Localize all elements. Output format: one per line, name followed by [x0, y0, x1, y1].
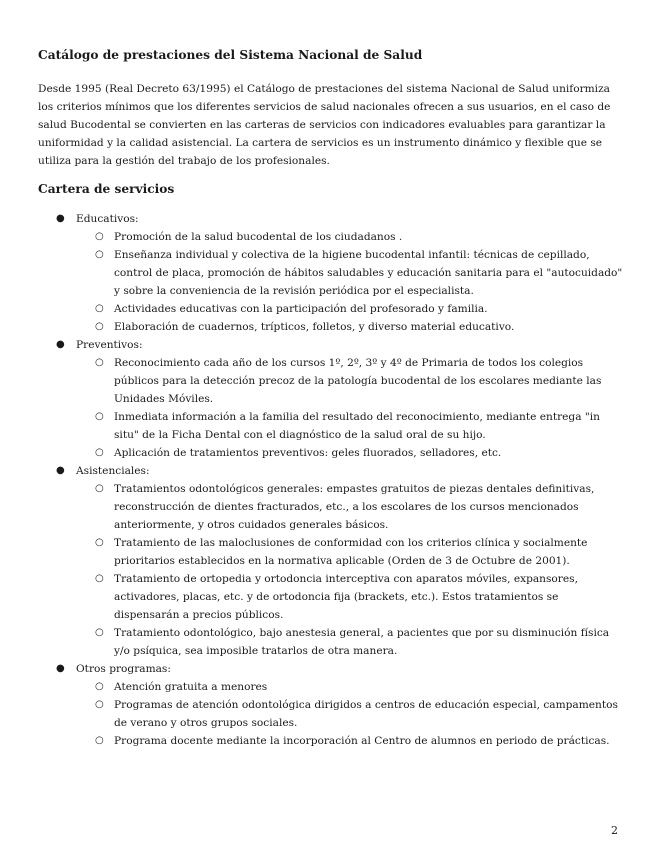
list-item-text: Elaboración de cuadernos, trípticos, folletos, y diverso material educativo. [114, 321, 515, 333]
list-item [76, 444, 623, 462]
category-label: Asistenciales: [76, 465, 150, 477]
bullet-circle-icon: ○ [95, 447, 104, 458]
categories-list [38, 210, 623, 750]
page-number: 2 [611, 824, 618, 837]
category-label: Otros programas: [76, 663, 171, 675]
subitems-list [76, 228, 623, 336]
bullet-circle-icon: ○ [95, 627, 104, 638]
list-item-text: Enseñanza individual y colectiva de la higiene bucodental infantil: técnicas de cepillado, control de placa, promoción de hábitos saludables y educación sanitaria para el "autocuidado" y sobre la conveniencia de la revisión periódica por el especialista. [114, 249, 623, 297]
category-item [38, 336, 623, 462]
subitems-list [76, 678, 623, 750]
document-content [38, 48, 623, 750]
list-item [76, 696, 623, 732]
list-item [76, 534, 623, 570]
bullet-circle-icon: ○ [95, 231, 104, 242]
section-heading: Cartera de servicios [38, 182, 175, 196]
bullet-disc-icon: ● [56, 213, 65, 224]
list-item [76, 408, 623, 444]
bullet-circle-icon: ○ [95, 483, 104, 494]
list-item [76, 732, 623, 750]
list-item-text: Inmediata información a la familia del resultado del reconocimiento, mediante entrega "in situ" de la Ficha Dental con el diagnóstico de la salud oral de su hijo. [114, 411, 600, 441]
bullet-circle-icon: ○ [95, 357, 104, 368]
list-item-text: Tratamiento de ortopedia y ortodoncia interceptiva con aparatos móviles, expansores, activadores, placas, etc. y de ortodoncia fija (brackets, etc.). Estos tratamientos se dispensarán a precios públicos. [114, 573, 578, 621]
bullet-disc-icon: ● [56, 663, 65, 674]
category-item [38, 462, 623, 660]
list-item [76, 678, 623, 696]
category-label: Educativos: [76, 213, 139, 225]
list-item [76, 354, 623, 408]
list-item [76, 228, 623, 246]
list-item [76, 300, 623, 318]
subitems-list [76, 480, 623, 660]
bullet-circle-icon: ○ [95, 573, 104, 584]
bullet-disc-icon: ● [56, 339, 65, 350]
list-item-text: Tratamiento de las maloclusiones de conformidad con los criterios clínica y socialmente prioritarios establecidos en la normativa aplicable (Orden de 3 de Octubre de 2001). [114, 537, 588, 567]
category-item [38, 210, 623, 336]
bullet-circle-icon: ○ [95, 249, 104, 260]
list-item-text: Reconocimiento cada año de los cursos 1º, 2º, 3º y 4º de Primaria de todos los colegios públicos para la detección precoz de la patología bucodental de los escolares mediante las Unidades Móviles. [114, 357, 602, 405]
list-item-text: Programa docente mediante la incorporación al Centro de alumnos en periodo de prácticas. [114, 735, 610, 747]
list-item [76, 318, 623, 336]
bullet-disc-icon: ● [56, 465, 65, 476]
list-item-text: Atención gratuita a menores [114, 681, 268, 693]
list-item-text: Tratamiento odontológico, bajo anestesia general, a pacientes que por su disminución física y/o psíquica, sea imposible tratarlos de otra manera. [114, 627, 610, 657]
list-item [76, 480, 623, 534]
list-item-text: Programas de atención odontológica dirigidos a centros de educación especial, campamentos de verano y otros grupos sociales. [114, 699, 618, 729]
bullet-circle-icon: ○ [95, 735, 104, 746]
document-title: Catálogo de prestaciones del Sistema Nacional de Salud [38, 48, 423, 62]
list-item-text: Aplicación de tratamientos preventivos: geles fluorados, selladores, etc. [114, 447, 502, 459]
bullet-circle-icon: ○ [95, 303, 104, 314]
category-item [38, 660, 623, 750]
bullet-circle-icon: ○ [95, 681, 104, 692]
bullet-circle-icon: ○ [95, 537, 104, 548]
intro-paragraph: Desde 1995 (Real Decreto 63/1995) el Catálogo de prestaciones del sistema Nacional de Salud uniformiza los criterios mínimos que los diferentes servicios de salud nacionales ofrecen a sus usuarios, en el caso de salud Bucodental se convierten en las carteras de servicios con indicadores evaluables para garantizar la uniformidad y la calidad asistencial. La cartera de servicios es un instrumento dinámico y flexible que se utiliza para la gestión del trabajo de los profesionales. [38, 83, 611, 167]
list-item [76, 624, 623, 660]
bullet-circle-icon: ○ [95, 699, 104, 710]
list-item [76, 246, 623, 300]
category-label: Preventivos: [76, 339, 143, 351]
list-item-text: Promoción de la salud bucodental de los ciudadanos . [114, 231, 403, 243]
bullet-circle-icon: ○ [95, 321, 104, 332]
bullet-circle-icon: ○ [95, 411, 104, 422]
subitems-list [76, 354, 623, 462]
list-item-text: Actividades educativas con la participación del profesorado y familia. [114, 303, 488, 315]
list-item [76, 570, 623, 624]
list-item-text: Tratamientos odontológicos generales: empastes gratuitos de piezas dentales definitivas, reconstrucción de dientes fracturados, etc., a los escolares de los cursos mencionados anteriormente, y otros cuidados generales básicos. [114, 483, 595, 531]
